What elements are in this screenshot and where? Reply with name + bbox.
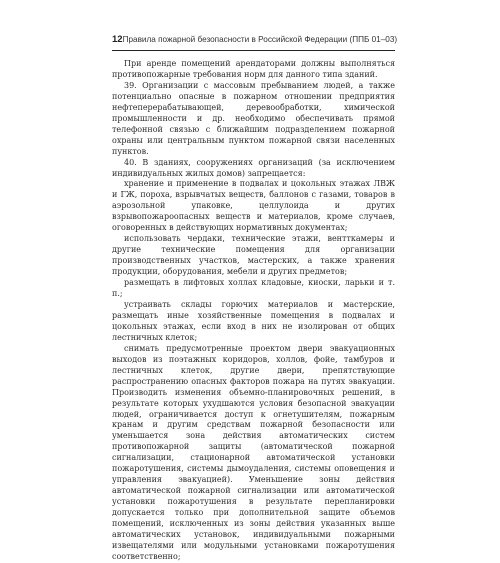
paragraph-40: 40. В зданиях, сооружениях организаций (за исключением индивидуальных жилых домов) запрещается: bbox=[112, 157, 395, 178]
paragraph-rent: При аренде помещений арендаторами должны выполняться противопожарные требования норм для данного типа зданий. bbox=[112, 59, 395, 79]
list-item-lift-halls: размещать в лифтовых холлах кладовые, киоски, ларьки и т. п.; bbox=[112, 278, 395, 299]
list-item-storage: хранение и применение в подвалах и цокольных этажах ЛВЖ и ГЖ, пороха, взрывчатых веществ, баллонов с газами, товаров в аэрозольной упаковке, целлулоида и других взрывопожароопасных веществ и материалов, кроме случаев, оговоренных в действующих нормативных документах; bbox=[112, 179, 395, 233]
paragraph-39: 39. Организации с массовым пребыванием людей, а также потенциально опасные в пожарном отношении предприятия нефтеперерабатывающей, деревообработки, химической промышленности и др. необходимо обеспечивать прямой телефонной связью с ближайшим подразделением пожарной охраны или центральным пунктом пожарной связи населенных пунктов. bbox=[112, 80, 395, 156]
list-item-doors: снимать предусмотренные проектом двери эвакуационных выходов из поэтажных коридоров, холлов, фойе, тамбуров и лестничных клеток, другие двери, препятствующие распространению опасных факторов пожара на путях эвакуации. Производить изменения объемно-планировочных решений, в результате которых ухудшаются условия безопасной эвакуации людей, ограничивается доступ к огнетушителям, пожарным кранам и другим средствам пожарной безопасности или уменьшается зона действия автоматических систем противопожарной защиты (автоматической пожарной сигнализации, стационарной автоматической установки пожаротушения, системы дымоудаления, системы оповещения и управления эвакуацией). Уменьшение зоны действия автоматической пожарной сигнализации или автоматической установки пожаротушения в результате перепланировки допускается только при дополнительной защите объемов помещений, исключенных из зоны действия указанных выше автоматических установок, индивидуальными пожарными извещателями или модульными установками пожаротушения соответственно; bbox=[112, 343, 395, 561]
book-page bbox=[112, 34, 398, 561]
page-header bbox=[112, 34, 398, 51]
list-item-warehouses: устраивать склады горючих материалов и мастерские, размещать иные хозяйственные помещения в подвалах и цокольных этажах, если вход в них не изолирован от общих лестничных клеток; bbox=[112, 299, 395, 342]
page-body bbox=[112, 59, 395, 563]
running-title: Правила пожарной безопасности в Российской Федерации (ППБ 01–03) bbox=[122, 35, 398, 44]
page-number: 12 bbox=[112, 34, 123, 45]
list-item-attics: использовать чердаки, технические этажи, вентткамеры и другие технические помещения для организации производственных участков, мастерских, а также хранения продукции, оборудования, мебели и других предметов; bbox=[112, 234, 395, 277]
